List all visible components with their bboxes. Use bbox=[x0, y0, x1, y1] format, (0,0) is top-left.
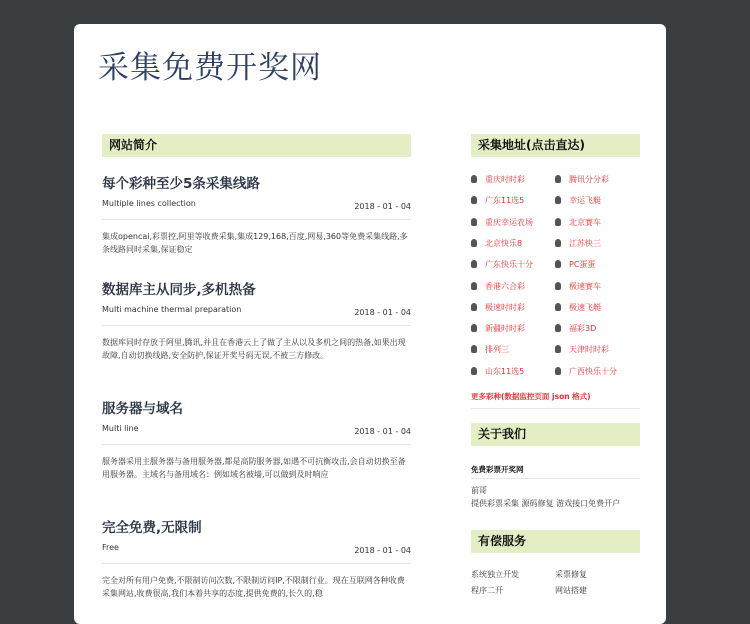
about-heading: 关于我们 bbox=[471, 423, 640, 446]
lottery-icon bbox=[471, 345, 477, 353]
article-title[interactable]: 每个彩种至少5条采集线路 bbox=[102, 176, 260, 192]
collect-link[interactable] bbox=[555, 365, 617, 379]
collect-link[interactable] bbox=[471, 301, 525, 315]
collect-link[interactable] bbox=[555, 216, 601, 230]
lottery-icon bbox=[555, 303, 561, 311]
paid-heading: 有偿服务 bbox=[471, 530, 640, 553]
collect-link-label: PC蛋蛋 bbox=[569, 260, 596, 270]
article-item bbox=[102, 516, 411, 600]
article-item bbox=[102, 397, 411, 481]
divider bbox=[471, 478, 640, 479]
article-title[interactable]: 数据库主从同步,多机热备 bbox=[102, 282, 256, 298]
lottery-icon bbox=[471, 218, 477, 226]
divider bbox=[102, 444, 411, 445]
divider bbox=[102, 563, 411, 564]
lottery-icon bbox=[471, 175, 477, 183]
article-subtitle: Multi line bbox=[102, 424, 139, 433]
collect-link-label: 新疆时时彩 bbox=[485, 324, 525, 334]
article-body: 集成opencai,彩票控,阿里等收费采集,集成129,168,百度,网易,360等免费采集线路,多条线路同时采集,保证稳定 bbox=[102, 232, 408, 254]
site-logo-text: 采集免费开奖网 bbox=[98, 50, 322, 86]
article-subtitle: Multiple lines collection bbox=[102, 199, 196, 208]
article-date: 2018 - 01 - 04 bbox=[354, 202, 411, 211]
collect-heading: 采集地址(点击直达) bbox=[471, 134, 640, 157]
collect-link[interactable] bbox=[555, 322, 596, 336]
article-title[interactable]: 完全免费,无限制 bbox=[102, 520, 202, 536]
sidebar bbox=[471, 134, 640, 609]
collect-link[interactable] bbox=[471, 258, 533, 272]
collect-link[interactable] bbox=[555, 301, 601, 315]
lottery-icon bbox=[555, 175, 561, 183]
article-body: 数据库同时存放于阿里,腾讯,并且在香港云上了做了主从以及多机之间的热备,如果出现故障,自动切换线路,安全防护,保证开奖号码无误,不被三方修改。 bbox=[102, 338, 406, 360]
lottery-icon bbox=[471, 303, 477, 311]
collect-link[interactable] bbox=[555, 258, 595, 272]
lottery-icon bbox=[471, 367, 477, 375]
lottery-icon bbox=[471, 196, 477, 204]
paid-services bbox=[471, 569, 640, 609]
collect-link-label: 腾讯分分彩 bbox=[569, 175, 609, 184]
collect-link[interactable] bbox=[471, 280, 525, 294]
article-body: 服务器采用主服务器与备用服务器,都是高防服务器,如遇不可抗衡攻击,会自动切换至备用服务器。主域名与备用域名：例如域名被墙,可以做到及时响应 bbox=[102, 457, 406, 479]
article-item bbox=[102, 172, 411, 256]
article-title[interactable]: 服务器与域名 bbox=[102, 401, 183, 417]
collect-link[interactable] bbox=[471, 365, 524, 379]
about-site-name: 免费彩票开奖网 bbox=[471, 465, 524, 474]
collect-link-label: 极速时时彩 bbox=[485, 302, 525, 312]
collect-link-label: 极速飞艇 bbox=[569, 302, 601, 312]
article-date: 2018 - 01 - 04 bbox=[354, 308, 411, 317]
collect-link-label: 天津时时彩 bbox=[569, 345, 609, 355]
divider bbox=[471, 408, 640, 409]
lottery-icon bbox=[471, 260, 477, 268]
collect-link[interactable] bbox=[555, 280, 601, 294]
collect-link[interactable] bbox=[555, 173, 609, 187]
article-subtitle: Multi machine thermal preparation bbox=[102, 305, 242, 314]
collect-link-label: 广东快乐十分 bbox=[485, 260, 533, 270]
lottery-icon bbox=[555, 218, 561, 226]
collect-link[interactable] bbox=[471, 173, 525, 187]
lottery-icon bbox=[555, 282, 561, 290]
divider bbox=[102, 325, 411, 326]
collect-link-label: 江苏快三 bbox=[569, 238, 601, 248]
site-logo[interactable] bbox=[98, 42, 322, 87]
collect-links bbox=[471, 173, 640, 387]
article-date: 2018 - 01 - 04 bbox=[354, 427, 411, 436]
collect-link[interactable] bbox=[555, 343, 609, 357]
collect-link-label: 幸运飞艇 bbox=[569, 196, 601, 206]
collect-link[interactable] bbox=[555, 237, 601, 251]
collect-link-label: 重庆时时彩 bbox=[485, 175, 525, 184]
collect-link-label: 福彩3D bbox=[569, 324, 597, 334]
collect-link[interactable] bbox=[471, 343, 509, 357]
collect-link[interactable] bbox=[471, 237, 522, 251]
service-item[interactable]: 网站搭建 bbox=[555, 586, 587, 595]
collect-link-label: 北京赛车 bbox=[569, 217, 601, 227]
collect-link[interactable] bbox=[471, 194, 524, 208]
intro-section bbox=[102, 134, 411, 598]
collect-link[interactable] bbox=[471, 216, 533, 230]
collect-link[interactable] bbox=[471, 322, 525, 336]
article-date: 2018 - 01 - 04 bbox=[354, 546, 411, 555]
lottery-icon bbox=[555, 260, 561, 268]
divider bbox=[102, 219, 411, 220]
lottery-icon bbox=[555, 367, 561, 375]
collect-link-label: 香港六合彩 bbox=[485, 281, 525, 291]
collect-link-label: 山东11选5 bbox=[485, 366, 525, 376]
service-item[interactable]: 程序二开 bbox=[471, 586, 503, 595]
more-lotteries-link[interactable]: 更多彩种(数据监控页面 json 格式) bbox=[471, 392, 591, 401]
service-item[interactable]: 系统独立开发 bbox=[471, 570, 519, 579]
about-text: 前哥 提供彩票采集 源码修复 游戏接口免费开户 bbox=[471, 486, 621, 508]
collect-link-label: 广东11选5 bbox=[485, 196, 525, 206]
article-subtitle: Free bbox=[102, 543, 119, 552]
lottery-icon bbox=[471, 282, 477, 290]
main-card bbox=[74, 24, 666, 624]
intro-heading: 网站简介 bbox=[102, 134, 411, 157]
collect-link-label: 极速赛车 bbox=[569, 281, 601, 291]
lottery-icon bbox=[471, 239, 477, 247]
article-item bbox=[102, 278, 411, 362]
service-item[interactable]: 采票修复 bbox=[555, 570, 587, 579]
article-body: 完全对所有用户免费,不限制访问次数,不限制访问IP,不限制行业。现在互联网各种收费采集网站,收费很高,我们本着共享的态度,提供免费的,长久的,稳 bbox=[102, 576, 405, 598]
lottery-icon bbox=[555, 196, 561, 204]
collect-link-label: 排列三 bbox=[485, 345, 509, 355]
collect-link-label: 北京快乐8 bbox=[485, 238, 523, 248]
lottery-icon bbox=[471, 324, 477, 332]
lottery-icon bbox=[555, 345, 561, 353]
collect-link-label: 广西快乐十分 bbox=[569, 366, 617, 376]
collect-link-label: 重庆幸运农场 bbox=[485, 217, 533, 227]
collect-link[interactable] bbox=[555, 194, 601, 208]
lottery-icon bbox=[555, 324, 561, 332]
lottery-icon bbox=[555, 239, 561, 247]
